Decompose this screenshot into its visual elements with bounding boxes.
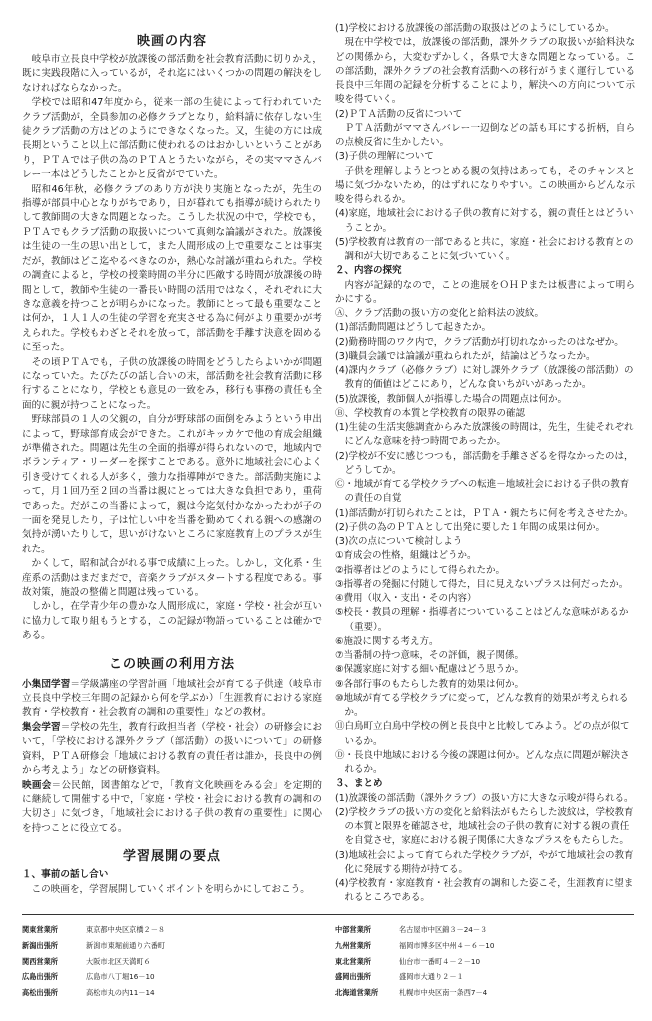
office-name: 北海道営業所 — [335, 988, 379, 998]
footer-office — [335, 922, 635, 938]
right-paragraph-4: 内容が記録的なので，ことの進展をＯＨＰまたは板書によって明らかにする。 — [335, 279, 635, 305]
content-paragraph-3: 昭和46年秋，必修クラブのあり方が決り実施となったが，先生の指導が部員中心となりがちであり，日が暮れても指導が続けられたりして教師間の大きな問題となった。こうした状況の中で，学校でも，ＰＴＡでもクラブ活動の取扱いについて真剣な論議がされた。放課後は生徒の一生の思い出として，また人間形成の上で重要なことは事実だが，教師はどこ迄やるべきなのか，熱心な討議が重ねられた。学校の調査によると，学校の授業時間の半分に匹敵する時間が放課後の時間として，教師や生徒の一番長い時間の活用ではなく，それぞれに大きな意義を持つことが明らかになった。教師にとって最も重要なことは何か，１人１人の生徒の学習を充実させる為に何がより重要かが考えられた。学校もわざとそれを放って，部活動を手離す決意を固めるに至った。 — [22, 183, 322, 354]
footer-office — [22, 969, 322, 985]
footer-divider — [22, 914, 634, 915]
item-a2: (2)勤務時間のワク内で，クラブ活動が打切れなかったのはなぜか。 — [335, 336, 624, 348]
usage-film-screening-text: ＝公民館，図書館などで，「教育文化映画をみる会」を定期的に継続して開催する中で，「家庭・学校・社会における教育の調和の大切さ」に気づき，「地域社会における子供の教育の重要性」に関心を持つことに役立てる。 — [22, 779, 322, 834]
item-a5: (5)放課後，教師個人が指導した場合の問題点は何か。 — [335, 393, 567, 405]
footer-offices-right — [335, 922, 635, 1001]
footer-office — [22, 985, 322, 1001]
right-item-pta: (2)ＰＴＡ活動の反省について — [335, 108, 463, 120]
item-c3-6: ⑥施設に関する考え方。 — [335, 635, 439, 647]
content-paragraph-6: かくして，昭和試合がれる事で成績に上った。しかし，文化系・生産系の活動はまだまだで，音楽クラブがスタートする程度である。事故対策，施設の整備と問題は残っている。 — [22, 558, 322, 599]
item-a4: (4)課内クラブ（必修クラブ）に対し課外クラブ（放課後の部活動）の教育的価値はどこにあり，どんな食いちがいがあったか。 — [335, 365, 634, 391]
office-address: 盛岡市大通り２－１ — [399, 972, 464, 982]
heading-c: Ⓒ・地域が育てる学校クラブへの転進－地域社会における子供の教育の責任の自覚 — [335, 479, 630, 505]
item-c3-5: ⑤校長・教員の理解・指導者についていることはどんな意味があるか（重要）。 — [335, 607, 629, 633]
section-title-usage: この映画の利用方法 — [108, 656, 235, 672]
office-address: 札幌市中央区南一条西7－4 — [399, 988, 488, 998]
right-item-child-understanding: (3)子供の理解について — [335, 151, 434, 163]
usage-film-screening — [22, 779, 322, 837]
footer-office — [22, 938, 322, 954]
office-name: 広島出張所 — [22, 972, 58, 982]
item-c3-8: ⑧保護家庭に対する細い配慮はどう思うか。 — [335, 664, 525, 676]
item-c3-10: ⑩地域が育てる学校クラブに変って，どんな教育的効果が考えられるか。 — [335, 692, 629, 718]
footer-office — [335, 985, 635, 1001]
office-address: 仙台市一番町４－２－10 — [399, 956, 481, 966]
footer-office — [22, 954, 322, 970]
footer-office — [335, 938, 635, 954]
content-paragraph-5: 野球部員の１人の父親の，自分が野球部の面倒をみようという申出によって，野球部育成会ができた。これがキッカケで他の育成会組織が準備された。問題は先生の全面的指導が得られないので，地域内でボランティア・リーダーを探すことである。意外に地域社会に心よく引き受けてくれる人が多く，強力な指導陣ができた。部活動実施によって，月１回乃至２回の当番は親にとっては大きな負担であり，重荷であった。だがこの当番によって，親は今迄気付かなかったわが子の一面を発見したり，子は忙しい中を当番を勤めてくれる親への感謝の気持が湧いたりして，思いがけないところに家庭教育上のプラスが生れた。 — [22, 414, 322, 555]
usage-assembly — [22, 721, 322, 779]
item-c2: (2)子供の為のＰＴＡとして出発に要した１年間の成果は何か。 — [335, 521, 605, 533]
content-paragraph-7: しかし，在学青少年の豊かな人間形成に，家庭・学校・社会が互いに協力して取り組もうとする，この記録が物語っていることは確かである。 — [22, 601, 322, 642]
subheading-summary: ３、まとめ — [335, 778, 383, 790]
right-column — [335, 0, 635, 906]
right-item-harmony: (5)学校教育は教育の一部であると共に，家庭・社会における教育との調和が大切であることに気づいていく。 — [335, 236, 634, 262]
item-c3-4: ④費用（収入・支出・その内容） — [335, 593, 477, 604]
item-a3: (3)職員会議では論議が重ねられたが，結論はどうなったか。 — [335, 350, 596, 362]
item-c3-3: ③指導者の発掘に付随して得た，目に見えないプラスは何だったか。 — [335, 578, 629, 590]
office-address: 新潟市東堀前通り六番町 — [86, 940, 166, 950]
usage-film-screening-label: 映画会 — [22, 779, 52, 791]
item-b2: (2)学校が不安に感じつつも，部活動を手離さざるを得なかったのは，どうしてか。 — [335, 450, 634, 476]
usage-small-group — [22, 678, 322, 721]
right-paragraph-3: 子供を理解しようとつとめる親の気持はあっても，そのチャンスと場に気づかないため，的はずれになりやすい。この映画からどんな示唆を得られるか。 — [335, 165, 635, 205]
right-paragraph-1: 現在中学校では，放課後の部活動，課外クラブの取扱いが給料決などの関係から，大変むずかしく，各県で大きな問題となっている。この部活動，課外クラブの社会教育活動への移行がうまく運行している長良中三年間の記録を分析することにより，解決への方向について示唆を得ていく。 — [335, 37, 635, 106]
content-paragraph-4: その頃ＰＴＡでも，子供の放課後の時間をどうしたらよいかが問題になっていた。たびたびの話し合いの末，部活動を社会教育活動に移行することになり，学校とも意見の一致をみ，移行も事務の責任も全面的に親が持つことになった。 — [22, 356, 322, 411]
item-c3-2: ②指導者はどのようにして得られたか。 — [335, 564, 506, 576]
prior-discussion-text: この映画を，学習展開していくポイントを明らかにしておこう。 — [31, 883, 310, 895]
heading-d: Ⓓ・長良中地域における今後の課題は何か。どんな点に問題が解決されるか。 — [335, 749, 630, 775]
summary-item-1: (1)放課後の部活動（課外クラブ）の扱い方に大きな示唆が得られる。 — [335, 792, 634, 804]
item-c1: (1)部活動が打切られたことは，ＰＴＡ・親たちに何を考えさせたか。 — [335, 507, 634, 519]
usage-assembly-text: ＝学校の先生，教育行政担当者（学校・社会）の研修会において，「学校における課外クラブ（部活動）の扱いについて」の研修資料，ＰＴＡ研修会「地域における教育の責任者は誰か，長良中の例から考えよう」などの研修資料。 — [22, 721, 323, 777]
section-title-learning: 学習展開の要点 — [122, 849, 221, 865]
summary-item-3: (3)地域社会によって育てられた学校クラブが，やがて地域社会の教育化に発展する期待が持てる。 — [335, 849, 634, 875]
subheading-content-inquiry: ２、内容の探究 — [335, 265, 402, 277]
item-c3: (3)次の点について検討しよう — [335, 536, 463, 547]
left-column — [22, 0, 322, 897]
content-paragraph-1: 岐阜市立長良中学校が放課後の部活動を社会教育活動に切りかえ，既に実践段階に入っているが，それ迄にはいくつかの問題の解決をしなければならなかった。 — [22, 54, 322, 94]
office-name: 関東営業所 — [22, 925, 58, 934]
office-name: 高松出張所 — [22, 988, 58, 998]
office-address: 福岡市博多区中州４－６－10 — [399, 940, 495, 950]
footer-office — [335, 969, 635, 985]
footer-offices-left — [22, 922, 322, 1001]
usage-small-group-label: 小集団学習 — [22, 678, 71, 690]
item-c3-7: ⑦当番制の持つ意味，その評価，親子関係。 — [335, 650, 525, 661]
item-c3-1: ①育成会の性格，組織はどうか。 — [335, 550, 477, 562]
office-name: 九州営業所 — [335, 940, 371, 950]
right-item-parent-duty: (4)家庭，地域社会における子供の教育に対する，親の責任とはどういうことか。 — [335, 208, 634, 234]
summary-item-4: (4)学校教育・家庭教育・社会教育の調和した姿こそ，生涯教育に望まれるところである。 — [335, 878, 634, 904]
item-c3-9: ⑨各部行事のもたらした教育的効果は何か。 — [335, 678, 525, 690]
item-c3-11: ⑪白鳥町立白鳥中学校の例と長良中と比較してみよう。どの点が似ているか。 — [335, 721, 630, 747]
usage-assembly-label: 集会学習 — [22, 721, 61, 733]
summary-item-2: (2)学校クラブの扱い方の変化と給料法がもたらした波紋は，学校教育の本質と限界を確認させ，地域社会の子供の教育に対する親の責任を自覚させ，家庭における親子関係に大きなプラスをもたらした。 — [335, 806, 634, 847]
footer-office — [22, 922, 322, 938]
office-name: 東北営業所 — [335, 956, 371, 966]
content-paragraph-2: 学校では昭和47年度から，従来一部の生徒によって行われていたクラブ活動が，全員参加の必修クラブとなり，給料請に依存しない生徒クラブ活動の方はどのようにできなくなった。又，生徒の方には成長期ということ以上に部活動に使われるのはおかしいということがあり，ＰＴＡでは子供の為のＰＴＡとうたいながら，その実ママさんバレー一本はどうしたことかと反省がでていた。 — [22, 97, 322, 181]
office-address: 名古屋市中区錦３－24－３ — [399, 925, 488, 934]
right-paragraph-2: ＰＴＡ活動がママさんバレー一辺倒などの話も耳にする折柄，自らの点検反省に生かしたい。 — [335, 122, 635, 148]
footer-office — [335, 954, 635, 970]
office-name: 盛岡出張所 — [335, 972, 371, 982]
office-name: 新潟出張所 — [22, 940, 58, 950]
office-address: 大阪市北区天満町６ — [86, 956, 151, 966]
heading-b: Ⓑ、学校教育の本質と学校教育の限界の確認 — [335, 407, 526, 419]
item-b1: (1)生徒の生活実態調査からみた放課後の時間は，先生，生徒それぞれにどんな意味を持つ時間であったか。 — [335, 422, 634, 448]
office-address: 高松市丸の内11－14 — [86, 988, 155, 998]
office-name: 関西営業所 — [22, 956, 58, 966]
section-title-content: 映画の内容 — [136, 34, 207, 49]
right-top-item: (1)学校における放課後の部活動の取扱はどのようにしているか。 — [335, 23, 615, 34]
office-address: 東京都中央区京橋２－８ — [86, 925, 166, 934]
item-a1: (1)部活動問題はどうして起きたか。 — [335, 322, 491, 334]
office-address: 広島市八丁堀16－10 — [86, 972, 155, 982]
usage-small-group-text: ＝学級講座の学習計画「地域社会が育てる子供達（岐阜市立長良中学校三年間の記録から何を学ぶか）「生涯教育における家庭教育・学校教育・社会教育の調和の重要性」などの教材。 — [22, 678, 323, 719]
office-name: 中部営業所 — [335, 925, 371, 934]
heading-a: Ⓐ、クラブ活動の扱い方の変化と給料法の波紋。 — [335, 308, 545, 319]
subheading-prior-discussion: １、事前の話し合い — [22, 869, 109, 881]
